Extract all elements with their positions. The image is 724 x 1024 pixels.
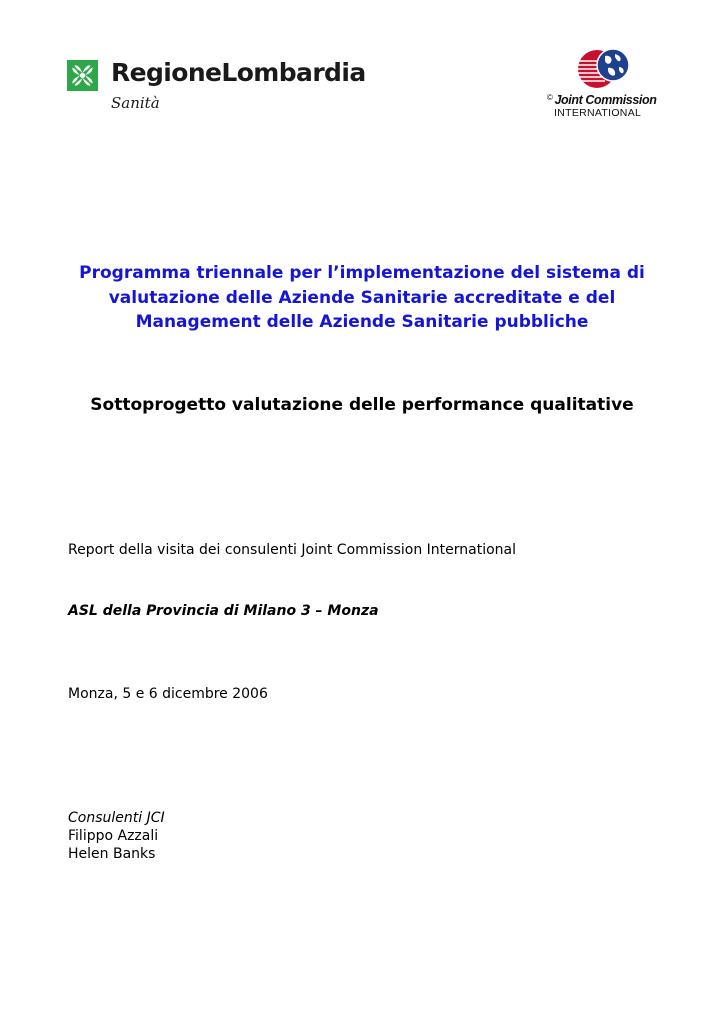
- regione-lombardia-logo: [67, 60, 367, 122]
- consultant-name: Filippo Azzali: [68, 828, 159, 844]
- regione-lombardia-name: RegioneLombardia: [111, 58, 366, 87]
- asl-name: ASL della Provincia di Milano 3 – Monza: [68, 603, 379, 619]
- regione-lombardia-emblem-icon: [67, 60, 98, 91]
- jci-globe-icon: [575, 46, 633, 92]
- report-description: Report della visita dei consulenti Joint Commission International: [68, 542, 517, 558]
- visit-date: Monza, 5 e 6 dicembre 2006: [68, 686, 268, 702]
- document-title-line-3: Management delle Aziende Sanitarie pubbliche: [135, 312, 589, 332]
- joint-commission-logo: [545, 40, 657, 124]
- jci-name: Joint Commission: [554, 93, 657, 107]
- jci-name-line: [547, 93, 656, 107]
- consultants-title: Consulenti JCI: [68, 810, 165, 826]
- regione-lombardia-subtitle: Sanità: [111, 94, 160, 112]
- document-title-line-2: valutazione delle Aziende Sanitarie accreditate e del: [108, 287, 616, 308]
- consultant-name: Helen Banks: [68, 846, 156, 862]
- jci-international: INTERNATIONAL: [554, 107, 642, 119]
- document-title-line-1: Programma triennale per l’implementazione del sistema di: [79, 263, 645, 283]
- consultants-block: [68, 809, 165, 863]
- jci-copyright-symbol: ©: [547, 93, 553, 102]
- document-title: [60, 261, 664, 335]
- document-subtitle: Sottoprogetto valutazione delle performance qualitative: [90, 395, 634, 415]
